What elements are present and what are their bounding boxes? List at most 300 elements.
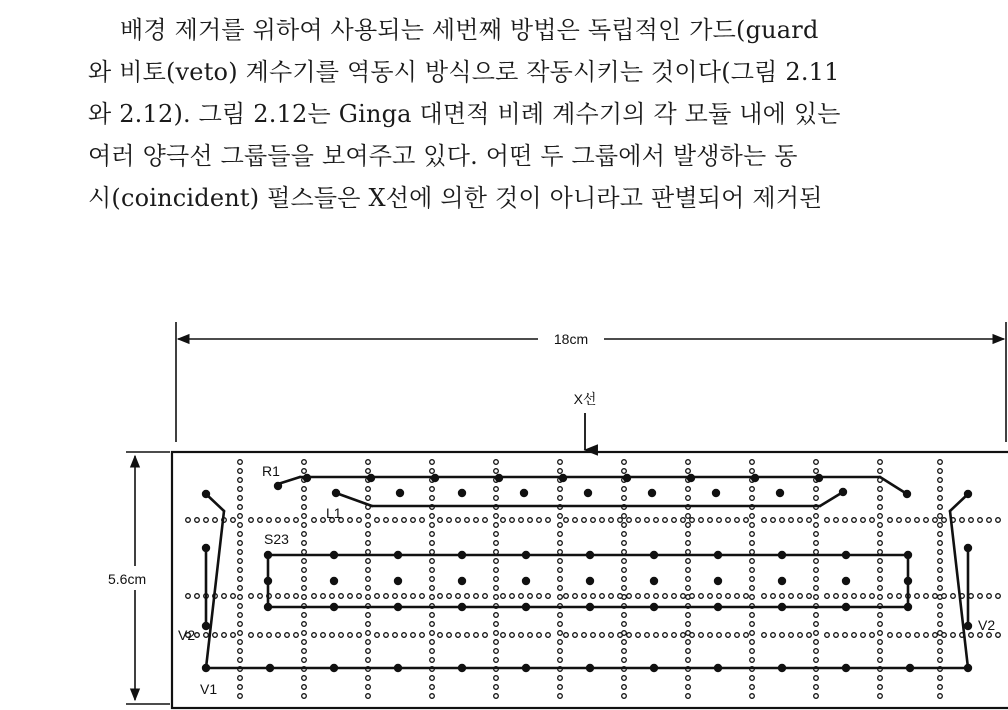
cathode-dot (750, 685, 755, 690)
anode-wire-dot (714, 664, 722, 672)
cathode-dot (321, 633, 326, 638)
cathode-dot (814, 487, 819, 492)
cathode-dot (366, 649, 371, 654)
cathode-dot (249, 518, 254, 523)
cathode-dot (789, 633, 794, 638)
cathode-dot (494, 622, 499, 627)
cathode-dot (582, 594, 587, 599)
cathode-dot (366, 496, 371, 501)
anode-wire-dot (458, 603, 466, 611)
cathode-dot (750, 694, 755, 699)
cathode-dot (663, 594, 668, 599)
cathode-dot (690, 518, 695, 523)
cathode-dot (430, 649, 435, 654)
cathode-dot (231, 518, 236, 523)
paragraph-line-3: 와 2.12). 그림 2.12는 Ginga 대면적 비례 계수기의 각 모듈 내에 있는 (88, 100, 841, 128)
cathode-dot (878, 541, 883, 546)
cathode-dot (618, 518, 623, 523)
cathode-dot (814, 523, 819, 528)
anode-wire-dot (904, 603, 912, 611)
cathode-dot (238, 649, 243, 654)
cathode-dot (238, 658, 243, 663)
cathode-dot (942, 633, 947, 638)
cathode-dot (878, 469, 883, 474)
cathode-dot (852, 633, 857, 638)
cathode-dot (686, 514, 691, 519)
cathode-dot (366, 613, 371, 618)
cathode-dot (906, 633, 911, 638)
cathode-dot (814, 649, 819, 654)
cathode-dot (878, 460, 883, 465)
cathode-dot (686, 676, 691, 681)
label-v2-right: V2 (978, 617, 996, 633)
anode-wire-dot (842, 551, 850, 559)
anode-wire-dot (964, 544, 972, 552)
cathode-dot (222, 633, 227, 638)
anode-wire-dot (458, 577, 466, 585)
label-r1: R1 (262, 463, 280, 479)
cathode-dot (807, 518, 812, 523)
anode-wire-dot (522, 664, 530, 672)
cathode-dot (393, 633, 398, 638)
cathode-dot (430, 613, 435, 618)
cathode-dot (878, 676, 883, 681)
cathode-dot (195, 633, 200, 638)
cathode-dot (430, 550, 435, 555)
width-label: 18cm (553, 331, 589, 347)
cathode-dot (622, 568, 627, 573)
cathode-dot (213, 518, 218, 523)
cathode-dot (600, 518, 605, 523)
cathode-dot (987, 633, 992, 638)
cathode-dot (430, 523, 435, 528)
cathode-dot (438, 633, 443, 638)
wire-line (278, 477, 300, 484)
cathode-dot (276, 633, 281, 638)
cathode-dot (978, 633, 983, 638)
cathode-dot (814, 622, 819, 627)
cathode-dot (622, 532, 627, 537)
cathode-dot (762, 518, 767, 523)
cathode-dot (870, 594, 875, 599)
cathode-dot (878, 532, 883, 537)
anode-wire-dot (330, 551, 338, 559)
cathode-dot (494, 568, 499, 573)
cathode-dot (222, 594, 227, 599)
anode-wire-dot (303, 474, 311, 482)
cathode-dot (897, 594, 902, 599)
cathode-dot (942, 518, 947, 523)
cathode-dot (195, 518, 200, 523)
cathode-dot (558, 631, 563, 636)
counter-diagram-svg (0, 300, 1008, 710)
cathode-dot (861, 633, 866, 638)
cathode-dot (878, 550, 883, 555)
cathode-dot (402, 633, 407, 638)
cathode-dot (186, 518, 191, 523)
cathode-dot (938, 523, 943, 528)
cathode-dot (494, 460, 499, 465)
anode-wire-groups (202, 474, 972, 672)
cathode-dot (558, 613, 563, 618)
cathode-dot (843, 594, 848, 599)
cathode-dot (474, 518, 479, 523)
cathode-dot (430, 514, 435, 519)
cathode-dot (938, 622, 943, 627)
cathode-dot (852, 594, 857, 599)
cathode-dot (430, 595, 435, 600)
cathode-dot (393, 518, 398, 523)
cathode-dot (878, 505, 883, 510)
cathode-dot (814, 685, 819, 690)
cathode-dot (825, 518, 830, 523)
xray-arrow (574, 391, 597, 450)
cathode-dot (750, 559, 755, 564)
cathode-dot (302, 685, 307, 690)
cathode-dot (750, 523, 755, 528)
anode-wire-dot (202, 490, 210, 498)
cathode-dot (204, 633, 209, 638)
cathode-dot (494, 487, 499, 492)
anode-wire-dot (586, 664, 594, 672)
cathode-dot (366, 658, 371, 663)
cathode-dot (645, 594, 650, 599)
anode-wire-dot (648, 489, 656, 497)
anode-wire-dot (495, 474, 503, 482)
cathode-dot (339, 633, 344, 638)
anode-wire-dot (714, 577, 722, 585)
anode-wire-dot (394, 664, 402, 672)
anode-wire-dot (202, 622, 210, 630)
cathode-dot (558, 460, 563, 465)
anode-wire-dot (903, 490, 911, 498)
paragraph-line-2: 와 비토(veto) 계수기를 역동시 방식으로 작동시키는 것이다(그림 2.11 (88, 58, 840, 86)
cathode-dot (494, 640, 499, 645)
cathode-dot (686, 622, 691, 627)
cathode-dot (510, 633, 515, 638)
anode-wire-dot (396, 489, 404, 497)
anode-wire-dot (431, 474, 439, 482)
cathode-dot (878, 568, 883, 573)
cathode-dot (814, 676, 819, 681)
anode-wire-dot (778, 577, 786, 585)
cathode-dot (663, 518, 668, 523)
anode-wire-dot (522, 603, 530, 611)
cathode-dot (483, 633, 488, 638)
cathode-dot (915, 633, 920, 638)
cathode-dot (238, 523, 243, 528)
anode-wire-dot (650, 551, 658, 559)
anode-wire-dot (394, 551, 402, 559)
cathode-dot (681, 518, 686, 523)
cathode-dot (622, 613, 627, 618)
cathode-dot (238, 532, 243, 537)
cathode-dot (878, 631, 883, 636)
cathode-dot (750, 496, 755, 501)
cathode-dot (348, 594, 353, 599)
cathode-dot (558, 676, 563, 681)
cathode-dot (238, 622, 243, 627)
cathode-dot (938, 550, 943, 555)
cathode-dot (938, 559, 943, 564)
cathode-dot (537, 518, 542, 523)
label-v1: V1 (200, 681, 218, 697)
cathode-dot (582, 633, 587, 638)
cathode-dot (870, 633, 875, 638)
label-v2-left: V2 (178, 627, 196, 643)
cathode-dot (654, 518, 659, 523)
cathode-dot (686, 685, 691, 690)
cathode-dot (686, 541, 691, 546)
cathode-dot (938, 604, 943, 609)
cathode-dot (717, 633, 722, 638)
cathode-dot (411, 518, 416, 523)
cathode-dot (558, 523, 563, 528)
cathode-dot (825, 594, 830, 599)
cathode-dot (375, 518, 380, 523)
anode-wire-dot (522, 577, 530, 585)
cathode-dot (609, 633, 614, 638)
cathode-dot (302, 631, 307, 636)
cathode-dot (366, 559, 371, 564)
height-dimension (108, 452, 170, 704)
cathode-dot (420, 518, 425, 523)
cathode-dot (366, 514, 371, 519)
cathode-dot (510, 518, 515, 523)
cathode-dot (938, 496, 943, 501)
cathode-dot (384, 518, 389, 523)
cathode-dot (238, 577, 243, 582)
cathode-dot (645, 518, 650, 523)
cathode-dot (238, 676, 243, 681)
cathode-dot (366, 595, 371, 600)
cathode-dot (564, 518, 569, 523)
cathode-dot (750, 550, 755, 555)
cathode-dot (915, 594, 920, 599)
cathode-dot (430, 640, 435, 645)
cathode-dot (564, 633, 569, 638)
cathode-dot (430, 676, 435, 681)
cathode-dot (771, 518, 776, 523)
cathode-dot (204, 518, 209, 523)
cathode-dot (238, 505, 243, 510)
cathode-dot (735, 594, 740, 599)
cathode-dot (494, 631, 499, 636)
cathode-dot (750, 595, 755, 600)
cathode-dot (267, 518, 272, 523)
paragraph-line-5: 시(coincident) 펄스들은 X선에 의한 것이 아니라고 판별되어 제거된 (88, 184, 823, 212)
cathode-dot (996, 633, 1001, 638)
cathode-dot (302, 559, 307, 564)
cathode-dot (814, 559, 819, 564)
cathode-dot (852, 518, 857, 523)
cathode-dot (558, 658, 563, 663)
cathode-dot (302, 469, 307, 474)
anode-wire-dot (522, 551, 530, 559)
cathode-dot (238, 604, 243, 609)
anode-wire-dot (332, 489, 340, 497)
anode-wire-dot (778, 603, 786, 611)
cathode-dot (430, 469, 435, 474)
cathode-dot (798, 594, 803, 599)
cathode-dot (686, 559, 691, 564)
cathode-dot (558, 622, 563, 627)
cathode-dot (494, 685, 499, 690)
cathode-dot (807, 594, 812, 599)
cathode-dot (825, 633, 830, 638)
cathode-dot (750, 622, 755, 627)
cathode-dot (366, 676, 371, 681)
anode-wire-dot (650, 577, 658, 585)
cathode-dot (878, 685, 883, 690)
cathode-dot (375, 633, 380, 638)
cathode-dot (915, 518, 920, 523)
cathode-dot (366, 460, 371, 465)
cathode-dot (546, 594, 551, 599)
cathode-dot (302, 532, 307, 537)
cathode-dot (285, 594, 290, 599)
cathode-dot (238, 568, 243, 573)
cathode-dot (528, 633, 533, 638)
cathode-dot (878, 640, 883, 645)
cathode-dot (780, 633, 785, 638)
cathode-dot (312, 594, 317, 599)
cathode-dot (814, 595, 819, 600)
cathode-dot (302, 586, 307, 591)
cathode-dot (960, 518, 965, 523)
cathode-dot (238, 685, 243, 690)
cathode-dot (420, 594, 425, 599)
cathode-dot (231, 594, 236, 599)
cathode-dot (494, 595, 499, 600)
cathode-dot (938, 640, 943, 645)
cathode-dot (699, 594, 704, 599)
cathode-dot (814, 568, 819, 573)
cathode-dot (321, 518, 326, 523)
cathode-dot (878, 694, 883, 699)
cathode-dot (750, 532, 755, 537)
cathode-dot (384, 594, 389, 599)
cathode-dot (494, 694, 499, 699)
cathode-dot (672, 594, 677, 599)
anode-wire-dot (842, 577, 850, 585)
cathode-dot (501, 518, 506, 523)
anode-wire-dot (650, 603, 658, 611)
anode-wire-dot (815, 474, 823, 482)
cathode-dot (645, 633, 650, 638)
cathode-dot (708, 518, 713, 523)
cathode-dot (750, 577, 755, 582)
cathode-dot (686, 496, 691, 501)
cathode-dot (814, 496, 819, 501)
cathode-dot (798, 518, 803, 523)
cathode-dot (888, 594, 893, 599)
cathode-dot (501, 594, 506, 599)
cathode-dot (686, 694, 691, 699)
cathode-dot (302, 541, 307, 546)
cathode-dot (494, 676, 499, 681)
cathode-dot (618, 594, 623, 599)
cathode-dot (447, 518, 452, 523)
wire-line (950, 511, 968, 668)
cathode-dot (558, 487, 563, 492)
label-s23: S23 (264, 531, 289, 547)
cathode-dot (924, 633, 929, 638)
cathode-dot (708, 633, 713, 638)
cathode-dot (238, 694, 243, 699)
cathode-dot (744, 518, 749, 523)
cathode-dot (238, 586, 243, 591)
cathode-dot (878, 577, 883, 582)
cathode-dot (888, 518, 893, 523)
cathode-dot (238, 613, 243, 618)
cathode-dot (238, 559, 243, 564)
cathode-dot (622, 541, 627, 546)
cathode-dot (483, 518, 488, 523)
cathode-dot (366, 550, 371, 555)
cathode-dot (681, 633, 686, 638)
cathode-dot (302, 568, 307, 573)
cathode-dot (622, 550, 627, 555)
paragraph-line-4: 여러 양극선 그룹들을 보여주고 있다. 어떤 두 그룹에서 발생하는 동 (88, 142, 798, 170)
anode-wire-dot (330, 664, 338, 672)
cathode-dot (924, 594, 929, 599)
cathode-dot (510, 594, 515, 599)
cathode-dot (654, 594, 659, 599)
cathode-dot (528, 594, 533, 599)
cathode-dot (546, 518, 551, 523)
cathode-dot (494, 586, 499, 591)
cathode-dot (622, 559, 627, 564)
cathode-dot (465, 518, 470, 523)
cathode-dot (494, 577, 499, 582)
cathode-dot (375, 594, 380, 599)
cathode-dot (447, 633, 452, 638)
cathode-dot (622, 460, 627, 465)
cathode-dot (951, 633, 956, 638)
cathode-dot (780, 594, 785, 599)
cathode-dot (366, 523, 371, 528)
cathode-dot (750, 514, 755, 519)
cathode-dot (438, 518, 443, 523)
cathode-dot (302, 640, 307, 645)
cathode-dot (582, 518, 587, 523)
anode-wire-dot (330, 603, 338, 611)
cathode-dot (814, 694, 819, 699)
cathode-dot (528, 518, 533, 523)
cathode-dot (609, 518, 614, 523)
anode-wire-dot (842, 603, 850, 611)
cathode-dot (558, 685, 563, 690)
cathode-dot (750, 640, 755, 645)
cathode-dot (558, 568, 563, 573)
cathode-dot (735, 633, 740, 638)
anode-wire-dot (776, 489, 784, 497)
xray-label: X선 (573, 391, 597, 407)
cathode-dot (430, 496, 435, 501)
cathode-dot (302, 460, 307, 465)
cathode-dot (717, 594, 722, 599)
cathode-dot (938, 541, 943, 546)
cathode-dot (519, 518, 524, 523)
cathode-dot (609, 594, 614, 599)
cathode-dot (573, 518, 578, 523)
cathode-dot (938, 469, 943, 474)
cathode-dot (627, 518, 632, 523)
cathode-dot (699, 633, 704, 638)
cathode-dot (366, 568, 371, 573)
cathode-dot (366, 469, 371, 474)
